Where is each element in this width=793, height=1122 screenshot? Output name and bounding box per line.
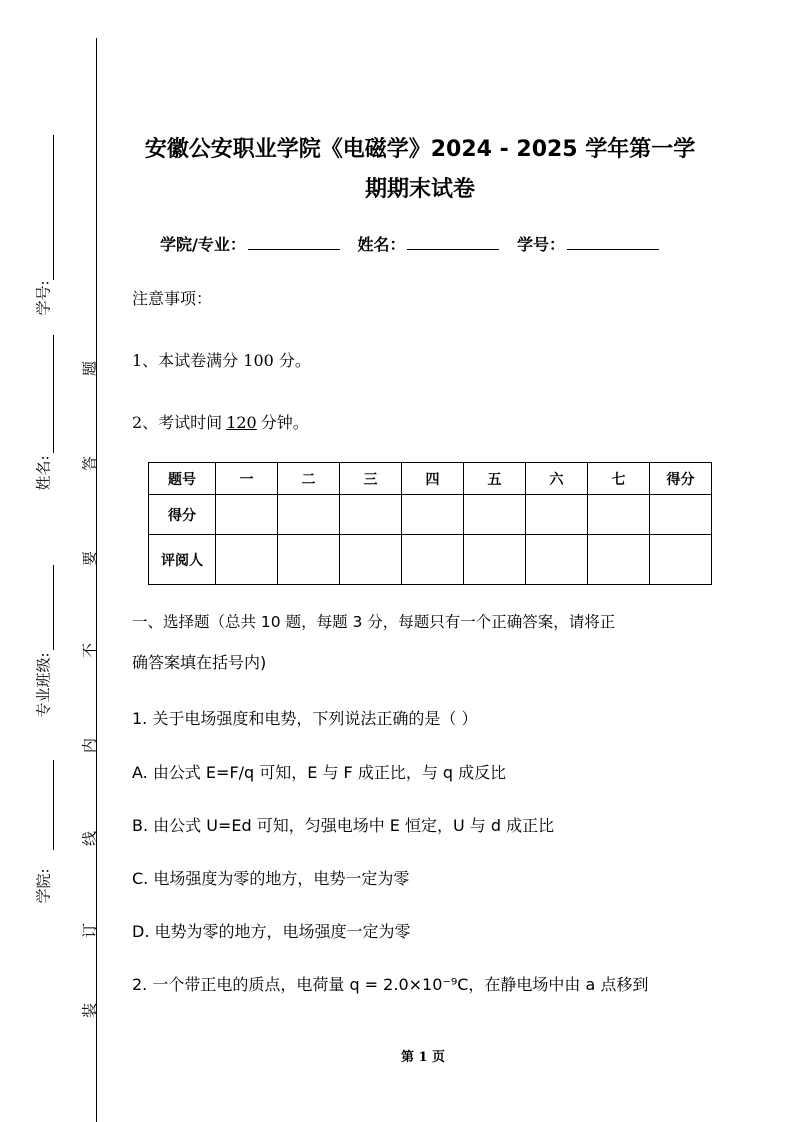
reviewer-cell[interactable] bbox=[340, 535, 402, 585]
score-table-header: 七 bbox=[588, 463, 650, 495]
student-id-rule bbox=[53, 135, 54, 280]
reviewer-cell[interactable] bbox=[526, 535, 588, 585]
score-table-header: 二 bbox=[278, 463, 340, 495]
score-cell[interactable] bbox=[402, 495, 464, 535]
question-2: 2. 一个带正电的质点，电荷量 q = 2.0×10⁻⁹C，在静电场中由 a 点移到 bbox=[132, 975, 649, 994]
score-table-row bbox=[149, 535, 712, 585]
score-table-header: 五 bbox=[464, 463, 526, 495]
student-info-row bbox=[160, 232, 671, 255]
score-table-header: 题号 bbox=[149, 463, 216, 495]
score-cell[interactable] bbox=[340, 495, 402, 535]
notes-item-1: 1、本试卷满分 100 分。 bbox=[132, 351, 311, 370]
score-cell[interactable] bbox=[526, 495, 588, 535]
exam-duration-value: 120 bbox=[226, 413, 257, 432]
question-1: 1. 关于电场强度和电势，下列说法正确的是（ ） bbox=[132, 709, 478, 728]
score-cell[interactable] bbox=[278, 495, 340, 535]
college-major-label: 学院/专业： bbox=[160, 235, 246, 254]
score-cell[interactable] bbox=[216, 495, 278, 535]
seal-char: 订 bbox=[80, 923, 99, 939]
question-1-option-b: B. 由公式 U=Ed 可知，匀强电场中 E 恒定，U 与 d 成正比 bbox=[132, 816, 555, 835]
seal-char: 题 bbox=[80, 361, 99, 377]
score-table bbox=[148, 462, 712, 585]
name-field[interactable] bbox=[407, 235, 499, 250]
name-rule bbox=[53, 335, 54, 453]
notes-item-2-prefix: 2、考试时间 bbox=[132, 413, 223, 432]
reviewer-cell[interactable] bbox=[650, 535, 712, 585]
notes-heading: 注意事项： bbox=[132, 289, 213, 308]
seal-char: 装 bbox=[80, 1003, 99, 1019]
score-cell[interactable] bbox=[464, 495, 526, 535]
score-table-header: 一 bbox=[216, 463, 278, 495]
reviewer-cell[interactable] bbox=[278, 535, 340, 585]
reviewer-cell[interactable] bbox=[464, 535, 526, 585]
score-table-header: 四 bbox=[402, 463, 464, 495]
sidebar-name-label: 姓名: bbox=[34, 455, 53, 491]
score-table-header-row bbox=[149, 463, 712, 495]
page-number: 第 1 页 bbox=[400, 1050, 446, 1065]
score-table-header: 三 bbox=[340, 463, 402, 495]
reviewer-cell[interactable] bbox=[588, 535, 650, 585]
class-rule bbox=[53, 565, 54, 650]
score-table-row bbox=[149, 495, 712, 535]
notes-item-2-suffix: 分钟。 bbox=[260, 413, 309, 432]
student-id-field[interactable] bbox=[567, 235, 659, 250]
college-major-field[interactable] bbox=[248, 235, 340, 250]
section1-heading-line2: 确答案填在括号内) bbox=[132, 653, 267, 672]
question-1-option-d: D. 电势为零的地方，电场强度一定为零 bbox=[132, 922, 411, 941]
seal-char: 不 bbox=[80, 643, 99, 659]
notes-item-2 bbox=[132, 410, 309, 433]
seal-char: 线 bbox=[80, 831, 99, 847]
section1-heading-line1: 一、选择题（总共 10 题，每题 3 分，每题只有一个正确答案，请将正 bbox=[132, 613, 616, 631]
exam-title bbox=[130, 130, 710, 210]
score-table-header: 六 bbox=[526, 463, 588, 495]
exam-title-line2: 期期末试卷 bbox=[364, 177, 475, 202]
college-rule bbox=[53, 760, 54, 850]
seal-char: 答 bbox=[80, 456, 99, 472]
score-table-row-label: 评阅人 bbox=[149, 535, 216, 585]
score-cell[interactable] bbox=[588, 495, 650, 535]
seal-char: 内 bbox=[80, 738, 99, 754]
sidebar-student-id-label: 学号: bbox=[34, 280, 53, 316]
student-id-label: 学号： bbox=[517, 235, 566, 254]
question-1-option-a: A. 由公式 E=F/q 可知，E 与 F 成正比，与 q 成反比 bbox=[132, 763, 507, 782]
reviewer-cell[interactable] bbox=[216, 535, 278, 585]
exam-title-line1: 安徽公安职业学院《电磁学》2024 - 2025 学年第一学 bbox=[144, 137, 696, 162]
reviewer-cell[interactable] bbox=[402, 535, 464, 585]
score-cell[interactable] bbox=[650, 495, 712, 535]
sidebar-college-label: 学院: bbox=[34, 868, 53, 904]
score-table-header: 得分 bbox=[650, 463, 712, 495]
name-label: 姓名： bbox=[357, 235, 406, 254]
binding-line bbox=[96, 38, 97, 1122]
sidebar-class-label: 专业班级: bbox=[34, 652, 53, 718]
question-1-option-c: C. 电场强度为零的地方，电势一定为零 bbox=[132, 869, 410, 888]
seal-char: 要 bbox=[80, 551, 99, 567]
score-table-row-label: 得分 bbox=[149, 495, 216, 535]
